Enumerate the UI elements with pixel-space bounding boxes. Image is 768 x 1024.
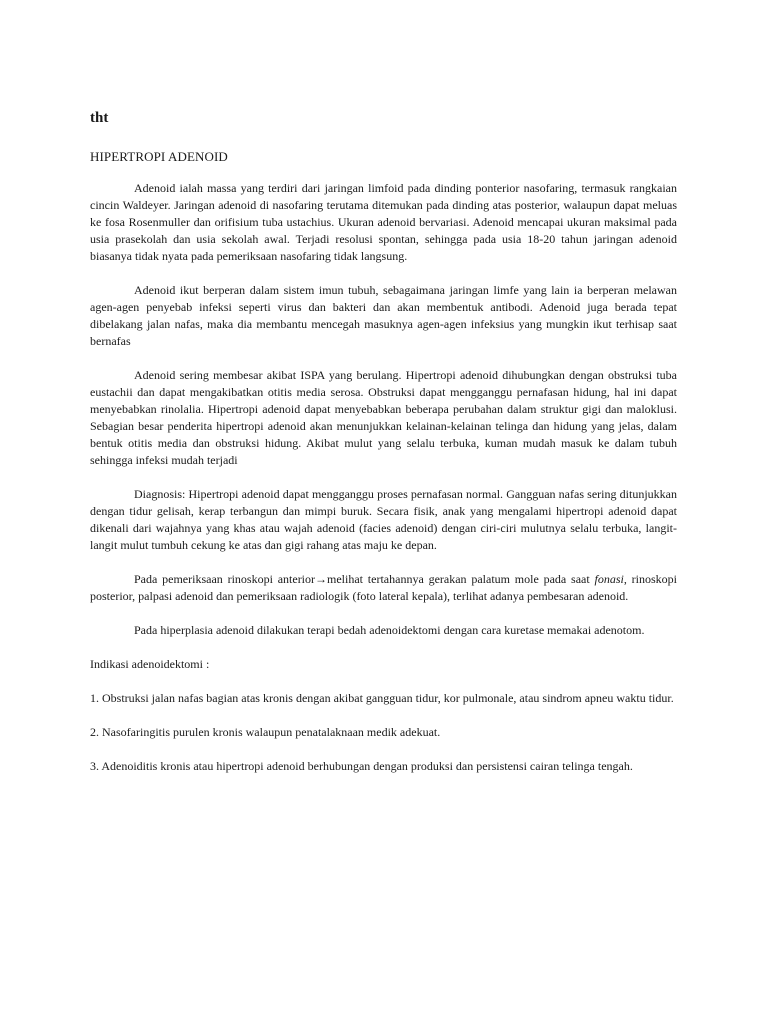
indications-list xyxy=(90,690,677,775)
indication-item: 1. Obstruksi jalan nafas bagian atas kronis dengan akibat gangguan tidur, kor pulmonale, atau sindrom apneu waktu tidur. xyxy=(90,691,674,705)
document-title: HIPERTROPI ADENOID xyxy=(90,149,228,164)
paragraph-therapy: Pada hiperplasia adenoid dilakukan terapi bedah adenoidektomi dengan cara kuretase memakai adenotom. xyxy=(134,623,645,637)
paragraph-complications: Adenoid sering membesar akibat ISPA yang berulang. Hipertropi adenoid dihubungkan dengan obstruksi tuba eustachii dan dapat mengakibatkan otitis media serosa. Obstruksi dapat mengganggu pernafasan hidung, hal ini dapat menyebabkan rinolalia. Hipertropi adenoid dapat menyebabkan beberapa perubahan dalam struktur gigi dan maloklusi. Sebagian besar penderita hipertropi adenoid akan menunjukkan kelainan-kelainan telinga dan hidung yang jelas, dalam bentuk otitis media dan obstruksi hidung. Akibat mulut yang selalu terbuka, kuman mudah masuk ke dalam tubuh sehingga infeksi mudah terjadi xyxy=(90,368,677,467)
document-page xyxy=(90,108,677,792)
paragraph-definition: Adenoid ialah massa yang terdiri dari jaringan limfoid pada dinding ponterior nasofaring, termasuk rangkaian cincin Waldeyer. Jaringan adenoid di nasofaring terutama ditemukan pada dinding atas posterior, walaupun dapat meluas ke fosa Rosenmuller dan orifisium tuba ustachius. Ukuran adenoid bervariasi. Adenoid mencapai ukuran maksimal pada usia prasekolah dan usia sekolah awal. Terjadi resolusi spontan, sehingga pada usia 18-20 tahun jaringan adenoid biasanya tidak nyata pada pemeriksaan nasofaring tidak langsung. xyxy=(90,181,677,263)
paragraph-diagnosis: Diagnosis: Hipertropi adenoid dapat mengganggu proses pernafasan normal. Gangguan nafas sering ditunjukkan dengan tidur gelisah, kerap terbangun dan mimpi buruk. Secara fisik, anak yang mengalami hipertropi adenoid dapat dikenali dari wajahnya yang khas atau wajah adenoid (facies adenoid) dengan ciri-ciri mulutnya selalu terbuka, langit-langit mulut tumbuh cekung ke atas dan gigi rahang atas maju ke depan. xyxy=(90,487,677,552)
indication-item: 3. Adenoiditis kronis atau hipertropi adenoid berhubungan dengan produksi dan persistensi cairan telinga tengah. xyxy=(90,759,633,773)
document-tag: tht xyxy=(90,110,109,126)
examination-text-start: Pada pemeriksaan rinoskopi anterior→melihat tertahannya gerakan palatum mole pada saat xyxy=(134,572,595,586)
examination-italic-term: fonasi xyxy=(594,572,624,586)
paragraph-examination xyxy=(90,571,677,605)
indication-item: 2. Nasofaringitis purulen kronis walaupun penatalaknaan medik adekuat. xyxy=(90,725,441,739)
paragraph-immune-role: Adenoid ikut berperan dalam sistem imun tubuh, sebagaimana jaringan limfe yang lain ia berperan melawan agen-agen penyebab infeksi seperti virus dan bakteri dan akan membentuk antibodi. Adenoid juga berada tepat dibelakang jalan nafas, maka dia membantu mencegah masuknya agen-agen infeksius yang mungkin ikut terhisap saat bernafas xyxy=(90,283,677,348)
examination-text-end: , rinoskopi posterior, palpasi adenoid dan pemeriksaan radiologik (foto lateral kepala), terlihat adanya pembesaran adenoid. xyxy=(90,572,677,603)
indications-heading: Indikasi adenoidektomi : xyxy=(90,657,210,671)
